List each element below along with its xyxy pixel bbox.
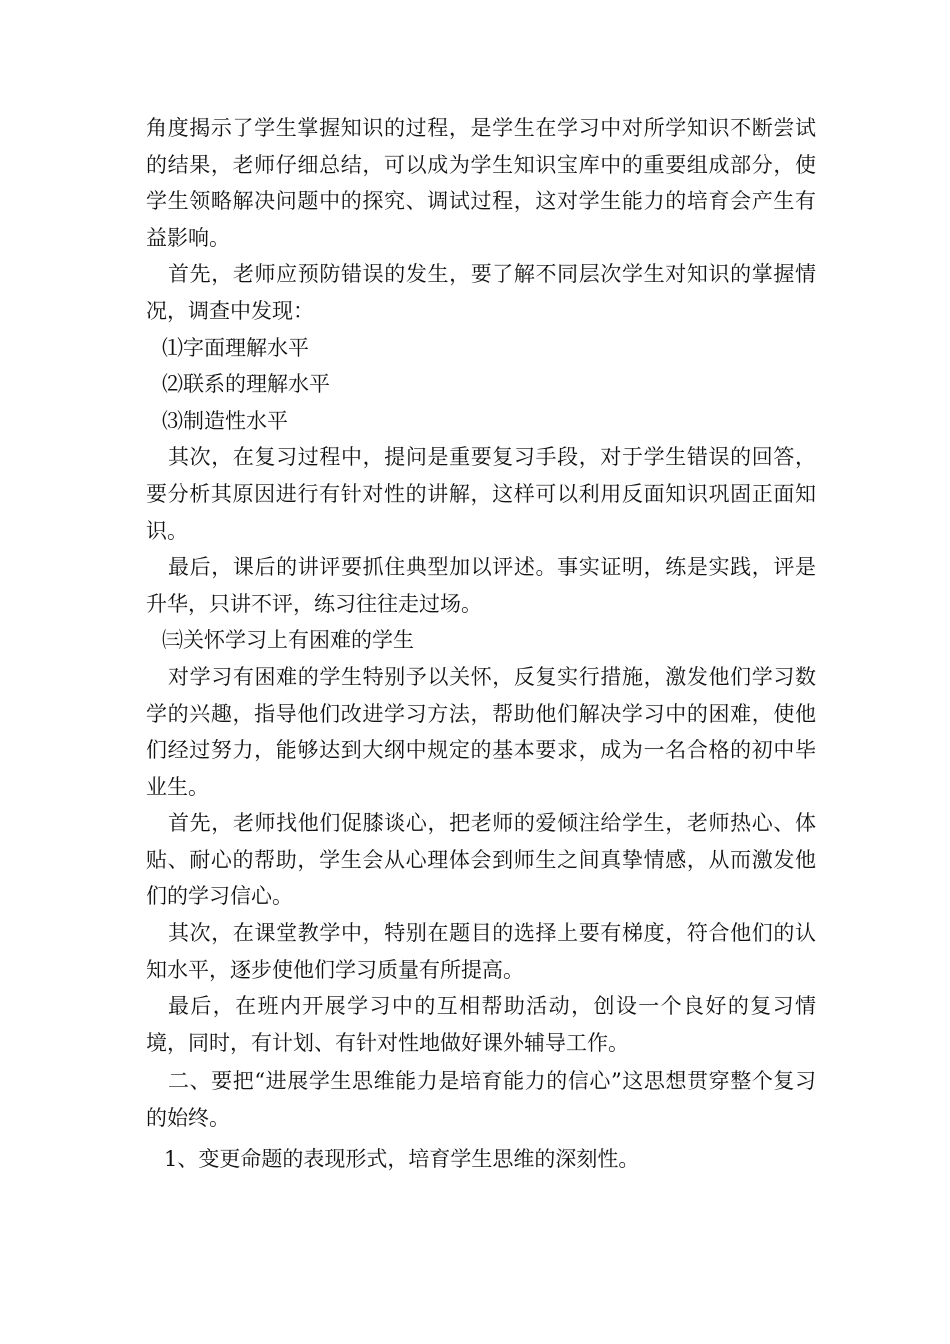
section-heading-care-students: ㈢关怀学习上有困难的学生 xyxy=(162,628,414,653)
paragraph-second-questioning: 其次，在复习过程中，提问是重要复习手段，对于学生错误的回答，要分析其原因进行有针对性的讲解，这样可以利用反面知识巩固正面知识。 xyxy=(146,445,816,543)
list-item-creative-level: ⑶制造性水平 xyxy=(162,408,288,433)
paragraph-finally-review: 最后，课后的讲评要抓住典型加以评述。事实证明，练是实践，评是升华，只讲不评，练习往往走过场。 xyxy=(146,555,816,616)
paragraph-continuation: 角度揭示了学生掌握知识的过程，是学生在学习中对所学知识不断尝试的结果，老师仔细总结，可以成为学生知识宝库中的重要组成部分，使学生领略解决问题中的探究、调试过程，这对学生能力的培育会产生有益影响。 xyxy=(146,116,816,250)
paragraph-first-heart-talk: 首先，老师找他们促膝谈心，把老师的爱倾注给学生，老师热心、体贴、耐心的帮助，学生会从心理体会到师生之间真挚情感，从而激发他们的学习信心。 xyxy=(146,811,816,909)
list-item-literal-understanding: ⑴字面理解水平 xyxy=(162,335,309,360)
list-item-change-proposition-form: 1、变更命题的表现形式，培育学生思维的深刻性。 xyxy=(164,1146,640,1171)
document-page xyxy=(146,110,816,1198)
paragraph-second-classroom: 其次，在课堂教学中，特别在题目的选择上要有梯度，符合他们的认知水平，逐步使他们学习质量有所提高。 xyxy=(146,921,816,982)
section-heading-thinking-ability: 二、要把“进展学生思维能力是培育能力的信心”这思想贯穿整个复习的始终。 xyxy=(146,1069,816,1131)
paragraph-first-prevent-errors: 首先，老师应预防错误的发生，要了解不同层次学生对知识的掌握情况，调查中发现： xyxy=(146,262,816,323)
list-item-connected-understanding: ⑵联系的理解水平 xyxy=(162,372,330,397)
paragraph-finally-mutual-help: 最后，在班内开展学习中的互相帮助活动，创设一个良好的复习情境，同时，有计划、有针对性地做好课外辅导工作。 xyxy=(146,994,816,1055)
paragraph-care-students: 对学习有困难的学生特别予以关怀，反复实行措施，激发他们学习数学的兴趣，指导他们改进学习方法，帮助他们解决学习中的困难，使他们经过努力，能够达到大纲中规定的基本要求，成为一名合格的初中毕业生。 xyxy=(146,664,816,799)
